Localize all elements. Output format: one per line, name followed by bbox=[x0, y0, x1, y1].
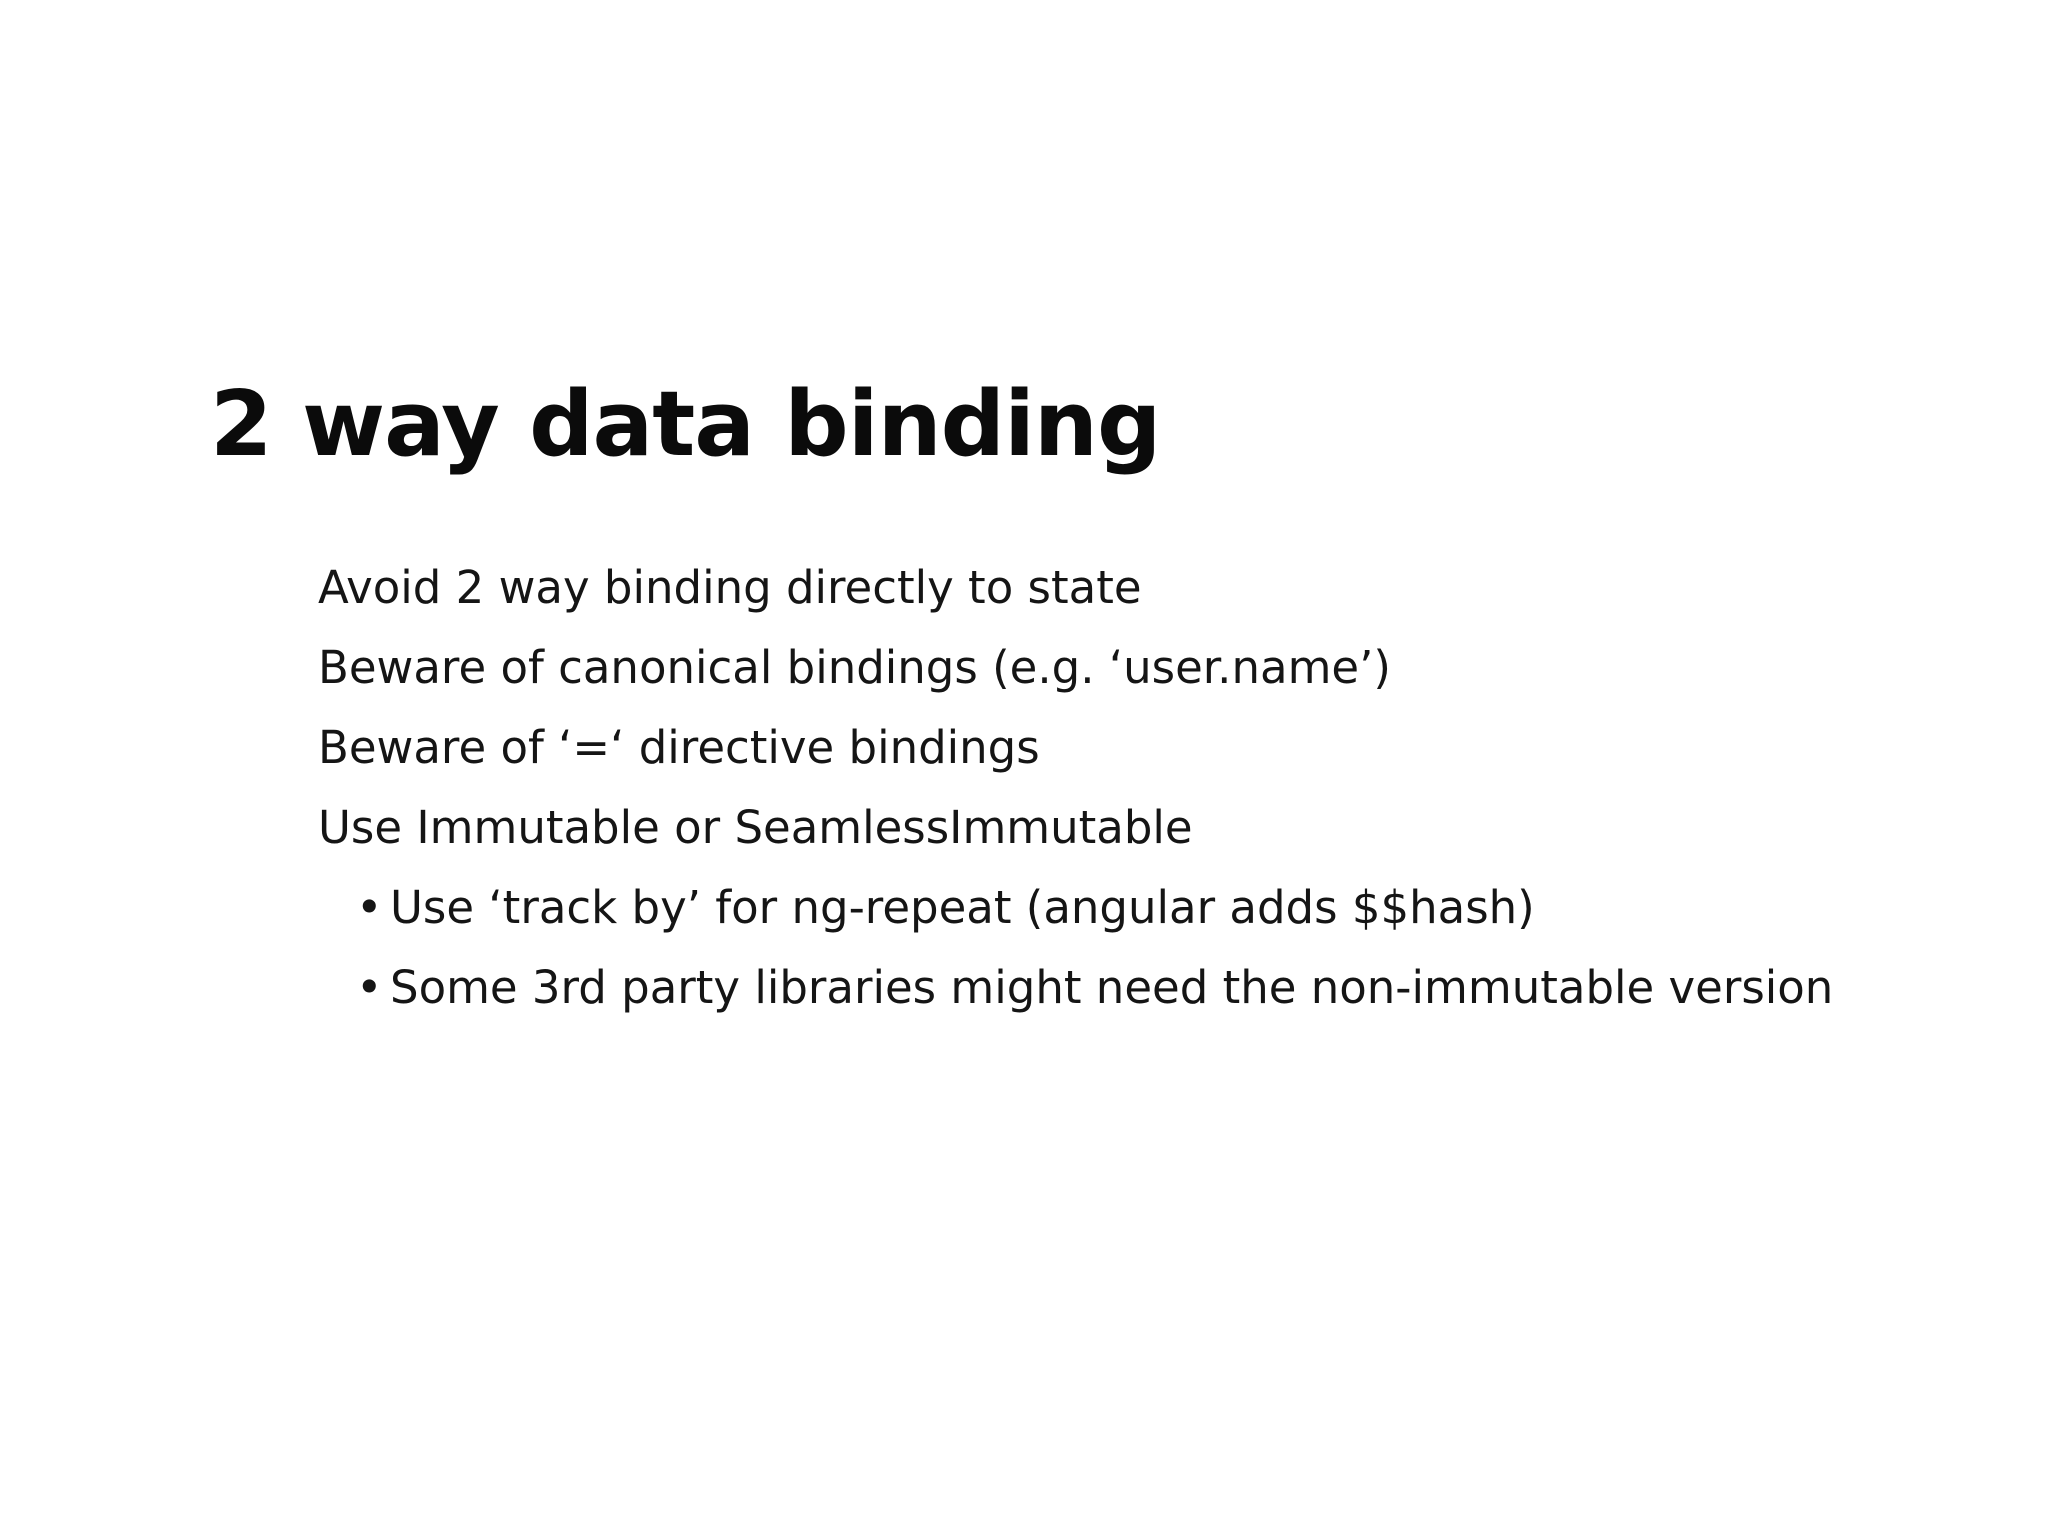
bullet-item: Use Immutable or SeamlessImmutable bbox=[318, 801, 1193, 854]
bullet-item: Avoid 2 way binding directly to state bbox=[318, 561, 1142, 614]
bullet-list bbox=[318, 548, 1833, 1028]
sub-bullet-text: Use ‘track by’ for ng-repeat (angular adds $$hash) bbox=[390, 881, 1535, 934]
bullet-dot-icon: • bbox=[356, 961, 383, 1014]
slide-title: 2 way data binding bbox=[210, 372, 1161, 477]
bullet-item: Beware of canonical bindings (e.g. ‘user.name’) bbox=[318, 641, 1391, 694]
bullet-dot-icon: • bbox=[356, 881, 383, 934]
sub-bullet-item bbox=[318, 948, 1833, 1028]
sub-bullet-container bbox=[318, 868, 1833, 1028]
bullet-item: Beware of ‘=‘ directive bindings bbox=[318, 721, 1040, 774]
sub-bullet-item bbox=[318, 868, 1833, 948]
sub-bullet-list bbox=[318, 868, 1833, 1028]
sub-bullet-text: Some 3rd party libraries might need the non-immutable version bbox=[390, 961, 1834, 1014]
